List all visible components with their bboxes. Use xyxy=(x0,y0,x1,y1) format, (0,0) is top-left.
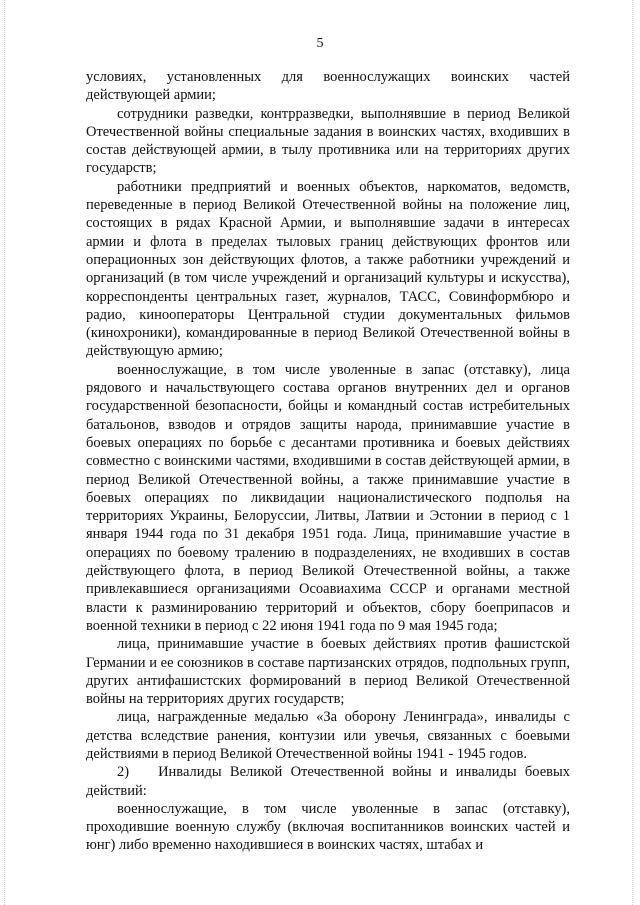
scan-edge-right xyxy=(632,0,634,905)
paragraph-intelligence-officers: сотрудники разведки, контрразведки, выполнявшие в период Великой Отечественной войны специальные задания в воинских частях, входивших в состав действующей армии, в тылу противника или на территориях других государств; xyxy=(86,105,570,177)
paragraph-item-2-heading: 2) Инвалиды Великой Отечественной войны и инвалиды боевых действий: xyxy=(86,764,570,799)
paragraph-item-2-servicemen: военнослужащие, в том числе уволенные в запас (отставку), проходившие военную службу (включая воспитанников воинских частей и юнг) либо временно находившиеся в воинских частях, штабах и xyxy=(86,800,570,854)
paragraph-partisans: лица, принимавшие участие в боевых действиях против фашистской Германии и ее союзников в составе партизанских отрядов, подпольных групп, других антифашистских формирований в период Великой Отечественной войны на территориях других государств; xyxy=(86,636,570,708)
paragraph-enterprise-workers: работники предприятий и военных объектов, наркоматов, ведомств, переведенные в период Великой Отечественной войны на положение лиц, состоящих в рядах Красной Армии, и выполнявшие задачи в интересах армии и флота в пределах тыловых границ действующих фронтов или операционных зон действующих флотов, а также работники учреждений и организаций (в том числе учреждений и организаций культуры и искусства), корреспонденты центральных газет, журналов, ТАСС, Совинформбюро и радио, кинооператоры Центральной студии документальных фильмов (кинохроники), командированные в период Великой Отечественной войны в действующую армию; xyxy=(86,178,570,360)
page-number: 5 xyxy=(316,36,324,51)
paragraph-leningrad-medal: лица, награжденные медалью «За оборону Ленинграда», инвалиды с детства вследствие ранения, контузии или увечья, связанных с боевыми действиями в период Великой Отечественной войны 1941 - 1945 годов. xyxy=(86,709,570,762)
paragraph-military-personnel: военнослужащие, в том числе уволенные в запас (отставку), лица рядового и начальствующего состава органов внутренних дел и органов государственной безопасности, бойцы и командный состав истребительных батальонов, взводов и отрядов защиты народа, принимавшие участие в боевых операциях по борьбе с десантами противника и боевых действиях совместно с воинскими частями, входившими в состав действующей армии, в период Великой Отечественной войны, а также принимавшие участие в боевых операциях по ликвидации националистического подполья на территориях Украины, Белоруссии, Литвы, Латвии и Эстонии в период с 1 января 1944 года по 31 декабря 1951 года. Лица, принимавшие участие в операциях по боевому тралению в подразделениях, не входивших в состав действующего флота, в период Великой Отечественной войны, а также привлекавшиеся организациями Осоавиахима СССР и органами местной власти к разминированию территорий и объектов, сбору боеприпасов и военной техники в период с 22 июня 1941 года по 9 мая 1945 года; xyxy=(86,361,570,634)
paragraph-continuation: условиях, установленных для военнослужащих воинских частей действующей армии; xyxy=(86,69,570,104)
scan-edge-left xyxy=(4,0,6,905)
document-body xyxy=(86,68,570,855)
